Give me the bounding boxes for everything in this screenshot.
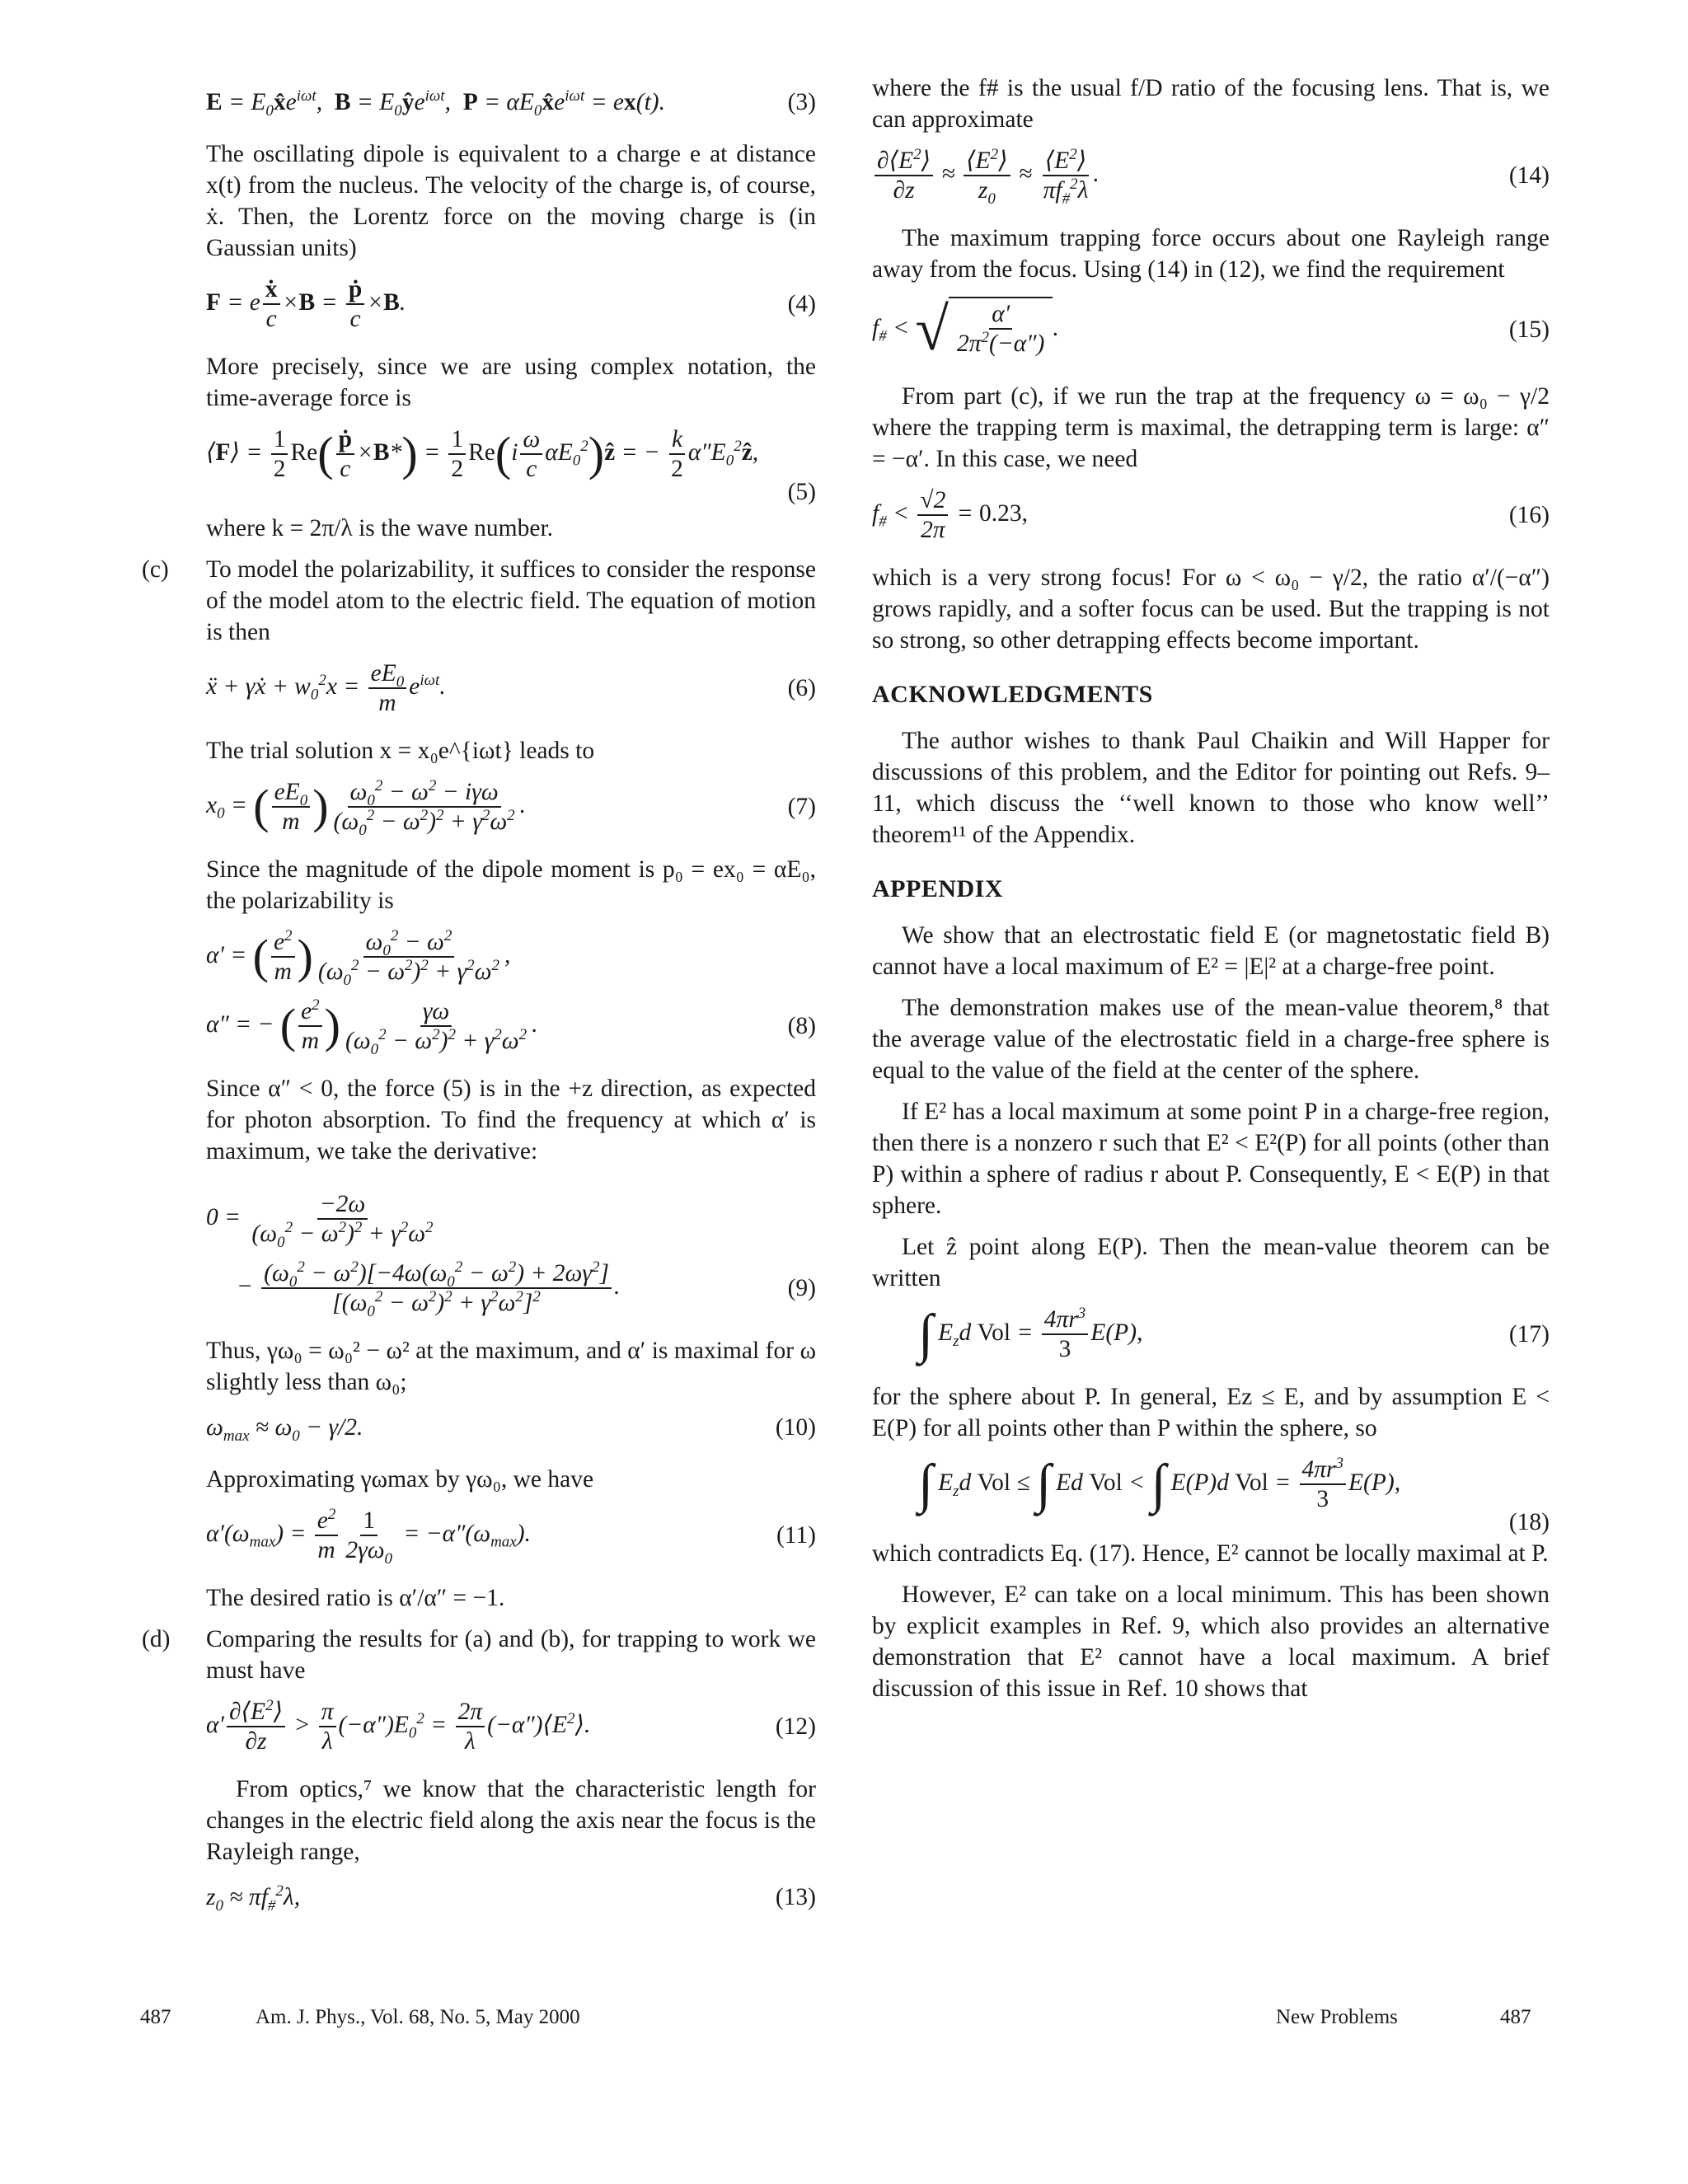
paragraph: where k = 2π/λ is the wave number.: [206, 515, 554, 541]
paragraph: We show that an electrostatic field E (or magnetostatic field B) cannot have a local maximum of E² = |E|² at a charge-free point.: [872, 922, 1550, 980]
item-label: (d): [142, 1626, 171, 1652]
equation-11: $\alpha'(\omega_{max})$ = $\frac{e^2}{m}$ $\frac{1}{2\gamma\omega_0}$ = $-\alpha''(\omega_{max})$. (11): [206, 1506, 816, 1568]
paragraph: The trial solution x = x₀e^{iωt} leads to: [206, 738, 595, 764]
equation-12: α′ $\frac{\partial⟨E^2⟩}{\partial z}$ > $\frac{\pi}{\lambda}$ $(-\alpha'')E_0^2$ = $\frac{2\pi}{\lambda}$ $(-\alpha'')⟨E^2⟩$. (12): [206, 1697, 816, 1755]
paragraph: Comparing the results for (a) and (b), for trapping to work we must have: [206, 1626, 816, 1684]
equation-number: (16): [1508, 502, 1550, 528]
paragraph: Since α″ < 0, the force (5) is in the +z direction, as expected for photon absorption. To find the frequency at which α′ is maximum, we take the derivative:: [206, 1076, 816, 1165]
equation-number: (13): [775, 1884, 816, 1910]
equation-number: (15): [1508, 316, 1550, 343]
equation-number: (10): [775, 1414, 816, 1441]
equation-number: (11): [776, 1522, 816, 1549]
equation-6: ẍ + γẋ + $w_0^2x$ = $\frac{eE_0}{m}$ $e^{i\omega t}$. (6): [206, 660, 816, 716]
paragraph: More precisely, since we are using complex notation, the time-average force is: [206, 354, 816, 411]
section-heading-appendix: APPENDIX: [872, 875, 1003, 902]
paragraph: The desired ratio is α′/α″ = −1.: [206, 1585, 505, 1611]
equation-7: $x_0$ = ( $\frac{eE_0}{m}$ ) $\frac{\omega_0^2 - \omega^2 - i\gamma\omega}{(\omega_0^2 - \omega^2)^2 + \gamma^2\omega^2}$ . (7): [206, 777, 816, 839]
page-number-left: 487: [140, 2006, 171, 2028]
journal-citation: Am. J. Phys., Vol. 68, No. 5, May 2000: [256, 2006, 580, 2028]
equation-18: ∫ $E_zd$ Vol ≤ ∫ Ed Vol < ∫ E(P)d Vol = $\frac{4\pi r^3}{3}$ E(P), (18): [872, 1455, 1550, 1513]
equation-number: (4): [787, 291, 816, 317]
paragraph: where the f# is the usual f/D ratio of the focusing lens. That is, we can approximate: [872, 75, 1550, 133]
paragraph: The oscillating dipole is equivalent to a charge e at distance x(t) from the nucleus. The velocity of the charge is, of course, ẋ. Then, the Lorentz force on the moving charge is (in Gaussian units): [206, 141, 816, 261]
right-column: [872, 73, 1550, 1714]
paragraph: If E² has a local maximum at some point P in a charge-free region, then there is a nonzero r such that E² < E²(P) for all points (other than P) within a sphere of radius r about P. Consequently, E < E(P) in that sphere.: [872, 1099, 1550, 1219]
equation-8a: α′ = ( $\frac{e^2}{m}$ ) $\frac{\omega_0^2 - \omega^2}{(\omega_0^2 - \omega^2)^2 + \gamma^2\omega^2}$ ,: [206, 927, 511, 989]
page-number-right: 487: [1500, 2006, 1531, 2028]
paragraph: Thus, γω₀ = ω₀² − ω² at the maximum, and α′ is maximal for ω slightly less than ω₀;: [206, 1338, 816, 1395]
paragraph: From part (c), if we run the trap at the frequency ω = ω₀ − γ/2 where the trapping term is maximal, the detrapping term is large: α″ = −α′. In this case, we need: [872, 383, 1550, 472]
paragraph: Approximating γωmax by γω₀, we have: [206, 1466, 594, 1493]
equation-5: ⟨F⟩ = $\frac{1}{2}$ Re( $\frac{\text{ṗ}}{c}$ ×B*) = $\frac{1}{2}$ Re(i $\frac{\omega}{c}$ $\alpha E_0^2)ẑ$ = − $\frac{k}{2}$ $\alpha''E_0^2ẑ$, (5): [206, 425, 816, 483]
item-c: [142, 554, 816, 648]
item-label: (c): [142, 556, 169, 583]
equation-16: $f_{\#}$ < $\frac{√2}{2\pi}$ = 0.23, (16): [872, 487, 1550, 543]
section-heading-acknowledgments: ACKNOWLEDGMENTS: [872, 681, 1153, 708]
paragraph: The demonstration makes use of the mean-value theorem,⁸ that the average value of the electrostatic field in a charge-free sphere is equal to the value of the field at the center of the sphere.: [872, 995, 1550, 1084]
equation-number: (8): [787, 1013, 816, 1039]
paragraph: Since the magnitude of the dipole moment is p₀ = ex₀ = αE₀, the polarizability is: [206, 856, 816, 914]
equation-9b: − $\frac{(\omega_0^2 - \omega^2)[-4\omega(\omega_0^2 - \omega^2) + 2\omega\gamma^2]}{[(\omega_0^2 - \omega^2)^2 + \gamma^2\omega^2]^2}$ . (9): [206, 1258, 816, 1320]
equation-number: (12): [775, 1713, 816, 1740]
section-name: New Problems: [1276, 2006, 1398, 2028]
left-column: [142, 73, 816, 1933]
paragraph: which is a very strong focus! For ω < ω₀ − γ/2, the ratio α′/(−α″) grows rapidly, and a softer focus can be used. But the trapping is not so strong, so other detrapping effects become important.: [872, 565, 1550, 654]
equation-number: (17): [1508, 1321, 1550, 1347]
paragraph: The author wishes to thank Paul Chaikin and Will Happer for discussions of this problem, and the Editor for pointing out Refs. 9–11, which discuss the ‘‘well known to those who know well’’ theorem¹¹ of the Appendix.: [872, 728, 1550, 848]
item-d: [142, 1624, 816, 1686]
equation-number: (5): [787, 479, 816, 505]
equation-number: (7): [787, 794, 816, 820]
equation-14: $\frac{\partial⟨E^2⟩}{\partial z}$ ≈ $\frac{⟨E^2⟩}{z_0}$ ≈ $\frac{⟨E^2⟩}{\pi f_{\#}^2\lambda}$ . (14): [872, 147, 1550, 204]
equation-number: (14): [1508, 162, 1550, 189]
equation-number: (9): [787, 1275, 816, 1301]
paragraph: for the sphere about P. In general, Ez ≤ E, and by assumption E < E(P) for all points other than P within the sphere, so: [872, 1384, 1550, 1441]
paragraph: From optics,⁷ we know that the characteristic length for changes in the electric field along the axis near the focus is the Rayleigh range,: [206, 1776, 816, 1865]
paragraph: which contradicts Eq. (17). Hence, E² cannot be locally maximal at P.: [872, 1540, 1549, 1567]
equation-4: F = e $\frac{\text{ẋ}}{c}$ ×B = $\frac{\text{ṗ}}{c}$ ×B. (4): [206, 276, 816, 332]
paragraph: To model the polarizability, it suffices to consider the response of the model atom to the electric field. The equation of motion is then: [206, 556, 816, 645]
equation-17: ∫ $E_zd$ Vol = $\frac{4\pi r^3}{3}$ E(P), (17): [918, 1304, 1550, 1364]
equation-10: $\omega_{max} \approx \omega_0 - \gamma/2$. (10): [206, 1409, 816, 1446]
equation-13: $z_0 \approx \pi f_{\#}^2\lambda$, (13): [206, 1882, 816, 1915]
equation-3: $E = E_0x̂e^{i\omega t}$, $B = E_0ŷe^{i\omega t}$, $P = \alpha E_0x̂e^{i\omega t} = ex(t)$. (3): [206, 87, 816, 120]
equation-number: (6): [787, 675, 816, 701]
paragraph: However, E² can take on a local minimum. This has been shown by explicit examples in Ref. 9, which also provides an alternative demonstration that E² cannot have a local maximum. A brief discussion of this issue in Ref. 10 shows that: [872, 1582, 1550, 1702]
equation-15: $f_{\#}$ < √ $\frac{\alpha'}{2\pi^2(-\alpha'')}$ . (15): [872, 296, 1550, 363]
paragraph: The maximum trapping force occurs about one Rayleigh range away from the focus. Using (14) in (12), we find the requirement: [872, 225, 1550, 283]
equation-number: (3): [787, 89, 816, 115]
equation-number: (18): [1508, 1509, 1550, 1535]
equation-8b: α″ = − ( $\frac{e^2}{m}$ ) $\frac{\gamma\omega}{(\omega_0^2 - \omega^2)^2 + \gamma^2\omega^2}$ . (8): [206, 996, 816, 1058]
paragraph: Let ẑ point along E(P). Then the mean-value theorem can be written: [872, 1234, 1550, 1291]
equation-9a: 0 = $\frac{-2\omega}{(\omega_0^2 - \omega^2)^2 + \gamma^2\omega^2}$: [206, 1191, 434, 1251]
